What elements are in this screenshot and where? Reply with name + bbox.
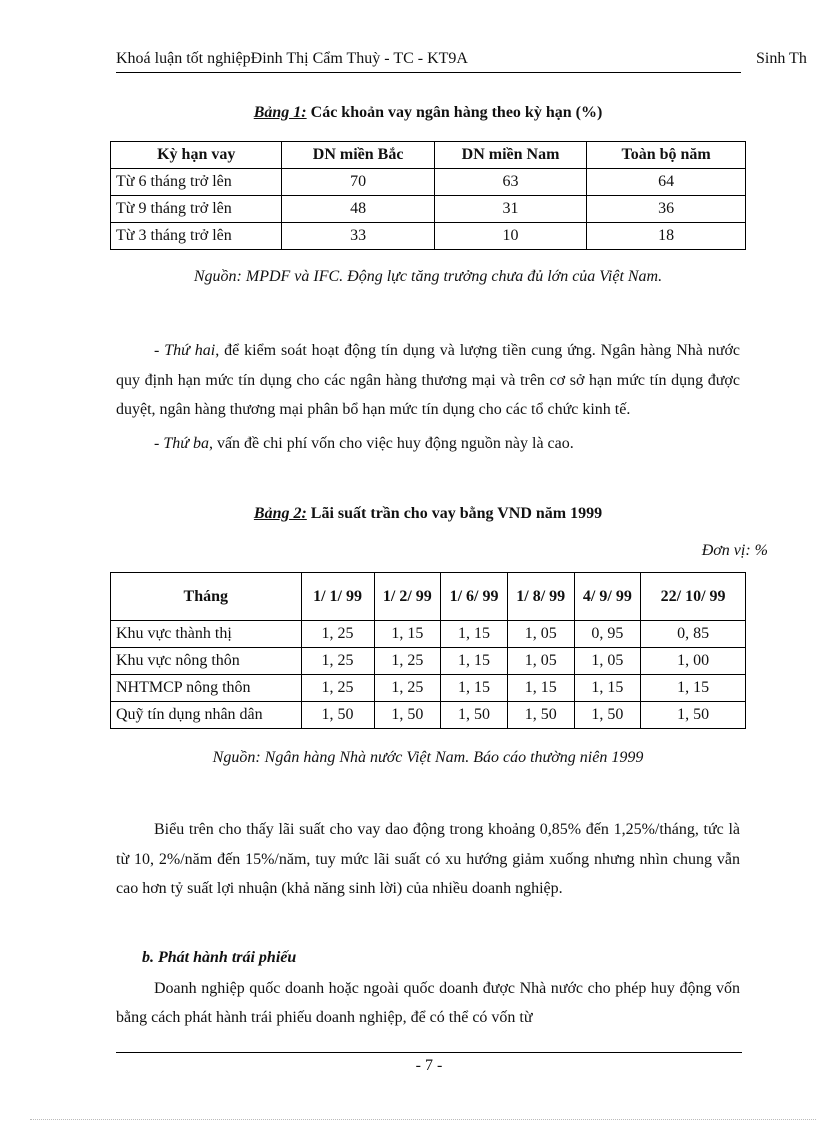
header-document-title: Khoá luận tốt nghiệpĐinh Thị Cẩm Thuỳ - TC - KT9A bbox=[116, 50, 468, 67]
table-row bbox=[111, 169, 746, 196]
table-cell: 33 bbox=[282, 223, 434, 250]
table-cell: 0, 85 bbox=[641, 621, 746, 648]
table-cell: 18 bbox=[587, 223, 746, 250]
table-cell: 1, 25 bbox=[301, 648, 374, 675]
page-header bbox=[116, 50, 816, 74]
emphasis-term: Thứ ba bbox=[163, 434, 209, 452]
table-cell: 10 bbox=[434, 223, 586, 250]
table-cell: 64 bbox=[587, 169, 746, 196]
table1-loans-by-term bbox=[110, 141, 746, 250]
table-cell: 1, 50 bbox=[301, 702, 374, 729]
table-header-cell: 4/ 9/ 99 bbox=[574, 573, 641, 621]
table1-caption bbox=[110, 104, 746, 122]
table-cell: 1, 00 bbox=[641, 648, 746, 675]
table-header-row bbox=[111, 142, 746, 169]
table-cell: 1, 15 bbox=[441, 648, 508, 675]
table1-title: Các khoản vay ngân hàng theo kỳ hạn (%) bbox=[306, 104, 603, 121]
table2-caption bbox=[110, 505, 746, 523]
paragraph-text: Biểu trên cho thấy lãi suất cho vay dao động trong khoảng 0,85% đến 1,25%/tháng, tức là từ 10, 2%/năm đến 15%/năm, tuy mức lãi suất có xu hướng giảm xuống nhưng nhìn chung vẫn cao hơn tỷ suất lợi nhuận (khả năng sinh lời) của nhiều doanh nghiệp. bbox=[116, 821, 740, 897]
table-row bbox=[111, 648, 746, 675]
table-row bbox=[111, 702, 746, 729]
table-cell: 63 bbox=[434, 169, 586, 196]
table-header-cell: 22/ 10/ 99 bbox=[641, 573, 746, 621]
table-row bbox=[111, 675, 746, 702]
table-cell: 36 bbox=[587, 196, 746, 223]
table-row bbox=[111, 621, 746, 648]
header-rule bbox=[116, 72, 741, 73]
table2-title: Lãi suất trần cho vay bằng VND năm 1999 bbox=[306, 505, 603, 522]
table-cell: 1, 50 bbox=[374, 702, 441, 729]
paragraph-text: , để kiểm soát hoạt động tín dụng và lượng tiền cung ứng. Ngân hàng Nhà nước quy định hạn mức tín dụng cho các ngân hàng thương mại và trên cơ sở hạn mức tín dụng được duyệt, ngân hàng thương mại phân bổ hạn mức tín dụng cho các tổ chức kinh tế. bbox=[116, 342, 741, 418]
table-cell: Khu vực thành thị bbox=[111, 621, 302, 648]
table-cell: 1, 05 bbox=[574, 648, 641, 675]
page-number: - 7 - bbox=[415, 1057, 443, 1074]
table-header-row bbox=[111, 573, 746, 621]
table-cell: 1, 15 bbox=[441, 621, 508, 648]
paragraph-second-point bbox=[116, 336, 740, 425]
page-bottom-dotted-line bbox=[30, 1119, 816, 1120]
table-header-cell: Toàn bộ năm bbox=[587, 142, 746, 169]
table-cell: 1, 50 bbox=[574, 702, 641, 729]
table2-interest-rate-ceiling bbox=[110, 572, 746, 729]
table-cell: 48 bbox=[282, 196, 434, 223]
table-cell: 1, 15 bbox=[374, 621, 441, 648]
table2-unit: Đơn vị: % bbox=[701, 542, 768, 559]
table-cell: 0, 95 bbox=[574, 621, 641, 648]
body-paragraphs-1 bbox=[116, 336, 740, 458]
footer-rule bbox=[116, 1052, 742, 1053]
table-cell: 1, 25 bbox=[301, 675, 374, 702]
table-cell: 1, 15 bbox=[507, 675, 574, 702]
table2-source: Nguồn: Ngân hàng Nhà nước Việt Nam. Báo cáo thường niên 1999 bbox=[212, 749, 644, 766]
table-header-cell: 1/ 2/ 99 bbox=[374, 573, 441, 621]
table-cell: 1, 50 bbox=[507, 702, 574, 729]
table-cell: 1, 15 bbox=[441, 675, 508, 702]
table-header-cell: DN miền Bắc bbox=[282, 142, 434, 169]
table-cell: 1, 25 bbox=[301, 621, 374, 648]
table-cell: Quỹ tín dụng nhân dân bbox=[111, 702, 302, 729]
header-author-cut: Sinh Th bbox=[756, 50, 807, 67]
table-cell: 1, 05 bbox=[507, 648, 574, 675]
section-b bbox=[116, 943, 740, 1033]
table-cell: 1, 05 bbox=[507, 621, 574, 648]
emphasis-term: Thứ hai bbox=[164, 342, 216, 359]
table-cell: NHTMCP nông thôn bbox=[111, 675, 302, 702]
table-cell: Từ 9 tháng trở lên bbox=[111, 196, 282, 223]
table-cell: 1, 50 bbox=[441, 702, 508, 729]
bullet-dash: - bbox=[154, 434, 164, 452]
table1-source: Nguồn: MPDF và IFC. Động lực tăng trưởng chưa đủ lớn của Việt Nam. bbox=[193, 268, 663, 285]
paragraph-text: Doanh nghiệp quốc doanh hoặc ngoài quốc doanh được Nhà nước cho phép huy động vốn bằng cách phát hành trái phiếu doanh nghiệp, để có thể có vốn từ bbox=[116, 979, 740, 1026]
table-cell: Từ 6 tháng trở lên bbox=[111, 169, 282, 196]
table-row bbox=[111, 196, 746, 223]
table-cell: 1, 50 bbox=[641, 702, 746, 729]
table-cell: 1, 25 bbox=[374, 648, 441, 675]
table-cell: 1, 15 bbox=[574, 675, 641, 702]
table-header-cell: 1/ 1/ 99 bbox=[301, 573, 374, 621]
table-row bbox=[111, 223, 746, 250]
table-cell: Từ 3 tháng trở lên bbox=[111, 223, 282, 250]
table-header-cell: Kỳ hạn vay bbox=[111, 142, 282, 169]
table-cell: 1, 25 bbox=[374, 675, 441, 702]
table-header-cell: 1/ 6/ 99 bbox=[441, 573, 508, 621]
table-cell: 31 bbox=[434, 196, 586, 223]
paragraph-third-point bbox=[116, 429, 740, 459]
table-cell: 70 bbox=[282, 169, 434, 196]
body-paragraph-2 bbox=[116, 815, 740, 904]
table1-label: Bảng 1: bbox=[253, 104, 307, 121]
table-header-cell: DN miền Nam bbox=[434, 142, 586, 169]
section-heading: b. Phát hành trái phiếu bbox=[142, 949, 297, 966]
table2-label: Bảng 2: bbox=[253, 505, 307, 522]
table-cell: 1, 15 bbox=[641, 675, 746, 702]
table-cell: Khu vực nông thôn bbox=[111, 648, 302, 675]
table-header-cell: Tháng bbox=[111, 573, 302, 621]
bullet-dash: - bbox=[154, 342, 165, 359]
paragraph-text: , vấn đề chi phí vốn cho việc huy động nguồn này là cao. bbox=[208, 434, 574, 452]
table-header-cell: 1/ 8/ 99 bbox=[507, 573, 574, 621]
